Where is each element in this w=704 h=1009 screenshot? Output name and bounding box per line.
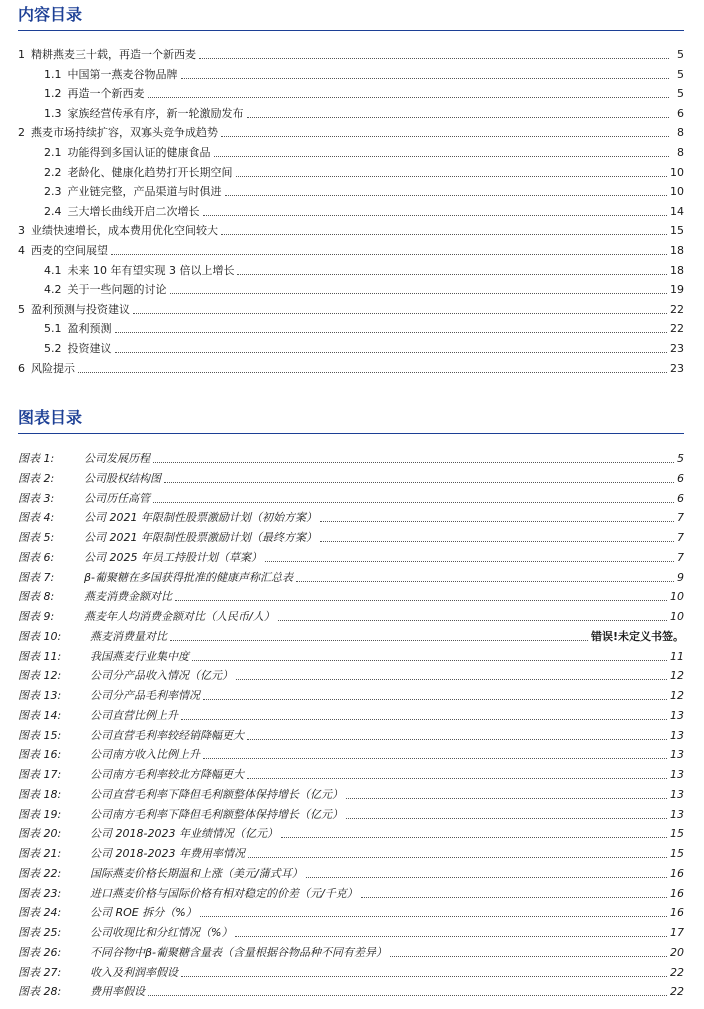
figure-entry-number: 图表 12: [18, 669, 62, 683]
figure-entry-page: 15 [670, 847, 684, 860]
dot-leader [221, 233, 667, 235]
figure-entry-number: 图表 18: [18, 787, 62, 801]
figure-entry-title: 公司直营毛利率较经销降幅更大 [90, 728, 244, 742]
figure-entry[interactable] [18, 448, 684, 466]
figure-entry-page: 16 [670, 866, 684, 880]
toc-entry-title [44, 322, 112, 336]
toc-entry-text: 盈利预测与投资建议 [31, 302, 130, 316]
dot-leader [170, 292, 668, 294]
figure-entry-page: 16 [670, 906, 684, 920]
toc-entry-number: 4.2 [44, 283, 62, 297]
figure-entry-number: 图表 27: [18, 965, 62, 979]
figure-entry[interactable] [18, 804, 684, 822]
figure-entry-title: 公司南方收入比例上升 [90, 748, 200, 762]
dot-leader [281, 836, 667, 838]
toc-entry-text: 盈利预测 [67, 322, 112, 336]
toc-entry-title [18, 48, 196, 62]
toc-entry-number: 4 [18, 244, 25, 257]
figure-entry-title: 公司南方毛利率下降但毛利额整体保持增长（亿元） [90, 807, 343, 821]
toc-entry[interactable] [18, 122, 684, 140]
figure-entry-page: 10 [670, 590, 684, 604]
toc-entry[interactable] [44, 260, 684, 278]
toc-entry-number: 1.1 [44, 67, 62, 81]
figure-entry[interactable] [18, 606, 684, 624]
figure-entry-page: 22 [670, 965, 684, 979]
toc-entry-page: 5 [677, 87, 684, 101]
figure-entry-error: 错误!未定义书签。 [590, 629, 684, 643]
dot-leader [203, 214, 668, 216]
figure-entry-page: 17 [670, 926, 684, 939]
dot-leader [78, 371, 667, 373]
figure-entry[interactable] [18, 843, 684, 861]
figure-entry-number: 图表 13: [18, 689, 62, 702]
figure-entry-number: 图表 11: [18, 649, 62, 663]
dot-leader [225, 194, 668, 196]
figure-entry-number: 图表 22: [18, 866, 62, 880]
figure-entry-title: 不同谷物中β-葡聚糖含量表（含量根据谷物品种不同有差异） [90, 945, 387, 959]
toc-entry-title [44, 107, 244, 121]
toc-entry-title [44, 146, 211, 160]
toc-entry-page: 8 [677, 126, 684, 140]
toc-entry-title [18, 224, 218, 238]
toc-entry-text: 再造一个新西麦 [67, 87, 145, 101]
figure-entry-number: 图表 28: [18, 985, 62, 999]
toc-entry-page: 22 [670, 322, 684, 336]
figure-entry-number: 图表 23: [18, 886, 62, 900]
toc-entry-text: 功能得到多国认证的健康食品 [67, 146, 211, 159]
toc-entry-number: 4.1 [44, 263, 62, 277]
figure-entry-page: 20 [670, 945, 684, 959]
dot-leader [346, 797, 667, 799]
figure-entry-page: 7 [677, 531, 684, 544]
figure-entry-page: 13 [670, 728, 684, 742]
toc-entry-title [44, 205, 200, 219]
figure-entry-title: 进口燕麦价格与国际价格有相对稳定的价差（元/千克） [90, 886, 358, 900]
toc-entry-page: 23 [670, 361, 684, 375]
figure-entry[interactable] [18, 586, 684, 604]
figure-entry-title: 公司 ROE 拆分（%） [90, 906, 197, 920]
toc-entry[interactable] [18, 220, 684, 238]
figure-entry-page: 16 [670, 886, 684, 900]
toc-entry[interactable] [18, 299, 684, 317]
toc-entry-title [18, 303, 130, 317]
toc-entry-text: 未来 10 年有望实现 3 倍以上增长 [67, 263, 235, 277]
toc-entry-number: 2.4 [44, 204, 62, 218]
dot-leader [306, 876, 667, 878]
toc-entry[interactable] [18, 44, 684, 62]
toc-entry-number: 1.3 [44, 106, 62, 120]
toc-entry[interactable] [44, 279, 684, 297]
toc-entry-number: 3 [18, 224, 25, 238]
figure-entry-title: 燕麦消费量对比 [90, 629, 167, 643]
toc-entry-page: 22 [670, 302, 684, 316]
toc-entry-number: 1 [18, 48, 25, 61]
toc-entry-page: 23 [670, 342, 684, 355]
figure-entry[interactable] [18, 981, 684, 999]
dot-leader [115, 351, 668, 353]
toc-entry-page: 15 [670, 224, 684, 238]
figure-entry[interactable] [18, 705, 684, 723]
toc-entry-page: 19 [670, 283, 684, 297]
toc-entry[interactable] [44, 318, 684, 336]
toc-entry-page: 8 [677, 146, 684, 159]
toc-entry-text: 中国第一燕麦谷物品牌 [67, 67, 178, 81]
figure-entry[interactable] [18, 468, 684, 486]
toc-entry-text: 投资建议 [67, 342, 112, 355]
dot-leader [247, 738, 667, 740]
figure-entry-number: 图表 24: [18, 906, 62, 920]
toc-entry[interactable] [44, 83, 684, 101]
figure-entry-title: 公司直营比例上升 [90, 708, 178, 722]
dot-leader [390, 955, 667, 957]
toc-entry-number: 5.2 [44, 342, 62, 355]
dot-leader [320, 520, 674, 522]
toc-entry-title [44, 264, 234, 278]
toc-entry-text: 三大增长曲线开启二次增长 [67, 204, 200, 218]
figure-entry[interactable] [18, 784, 684, 802]
dot-leader [170, 639, 588, 641]
figure-entry-title: 公司 2021 年限制性股票激励计划（初始方案） [84, 511, 317, 525]
figure-entry[interactable] [18, 863, 684, 881]
toc-entry-title [44, 342, 112, 356]
dot-leader [153, 461, 674, 463]
toc-entry-title [44, 68, 178, 82]
figure-entry-title: 我国燕麦行业集中度 [90, 649, 189, 663]
dot-leader [203, 757, 667, 759]
figure-entry-title: 公司收现比和分红情况（%） [90, 926, 233, 939]
toc-entry[interactable] [18, 240, 684, 258]
dot-leader [214, 155, 670, 157]
figure-entry[interactable] [18, 665, 684, 683]
figure-entry-page: 13 [670, 708, 684, 722]
dot-leader [346, 817, 667, 819]
dot-leader [111, 253, 667, 255]
toc-entry-number: 2.1 [44, 146, 62, 159]
toc-entry-title [44, 87, 145, 101]
figure-entry[interactable] [18, 823, 684, 841]
figures-heading: 图表目录 [18, 408, 83, 427]
dot-leader [153, 501, 674, 503]
dot-leader [192, 659, 667, 661]
toc-entry-text: 老龄化、健康化趋势打开长期空间 [67, 165, 233, 179]
toc-entry-title [44, 283, 167, 297]
figure-entry[interactable] [18, 685, 684, 703]
figure-entry-page: 13 [670, 807, 684, 821]
dot-leader [237, 273, 667, 275]
figure-entry-title: 燕麦年人均消费金额对比（人民币/人） [84, 610, 275, 623]
figure-entry-number: 图表 1: [18, 452, 55, 465]
figure-entry-number: 图表 5: [18, 531, 55, 544]
toc-entry-number: 2.2 [44, 165, 62, 179]
toc-heading-rule [18, 30, 684, 31]
toc-entry-number: 2 [18, 126, 25, 140]
dot-leader [199, 57, 669, 59]
figure-entry-title: 公司直营毛利率下降但毛利额整体保持增长（亿元） [90, 787, 343, 801]
figure-entry-number: 图表 4: [18, 511, 55, 525]
figure-entry-title: 公司历任高管 [84, 491, 150, 505]
toc-entry[interactable] [44, 201, 684, 219]
dot-leader [175, 599, 667, 601]
figure-entry-title: 公司分产品毛利率情况 [90, 689, 200, 702]
dot-leader [320, 540, 674, 542]
figure-entry-number: 图表 10: [18, 629, 62, 643]
dot-leader [236, 678, 667, 680]
dot-leader [221, 135, 669, 137]
figure-entry-number: 图表 21: [18, 847, 62, 860]
figure-entry[interactable] [18, 527, 684, 545]
toc-entry-number: 2.3 [44, 185, 62, 199]
figure-entry-number: 图表 25: [18, 926, 62, 939]
figure-entry-title: 公司 2025 年员工持股计划（草案） [84, 550, 262, 564]
dot-leader [278, 619, 667, 621]
dot-leader [248, 856, 667, 858]
figure-entry-page: 9 [677, 570, 684, 584]
figure-entry-title: 公司分产品收入情况（亿元） [90, 669, 233, 683]
dot-leader [247, 116, 670, 118]
figure-entry-page: 13 [670, 768, 684, 781]
figure-entry-page: 7 [677, 511, 684, 525]
toc-entry-number: 1.2 [44, 87, 62, 101]
figure-entry-number: 图表 8: [18, 590, 55, 604]
figure-entry[interactable] [18, 744, 684, 762]
figure-entry[interactable] [18, 567, 684, 585]
toc-entry-text: 业绩快速增长，成本费用优化空间较大 [31, 224, 218, 238]
figure-entry-page: 10 [670, 610, 684, 623]
figure-entry-title: 公司 2018-2023 年费用率情况 [90, 847, 245, 860]
dot-leader [200, 915, 667, 917]
toc-entry-page: 10 [670, 165, 684, 179]
dot-leader [181, 77, 670, 79]
figure-entry[interactable] [18, 942, 684, 960]
figure-entry-title: 收入及利润率假设 [90, 965, 178, 979]
figure-entry[interactable] [18, 962, 684, 980]
figure-entry[interactable] [18, 883, 684, 901]
toc-entry-page: 5 [677, 67, 684, 81]
toc-entry[interactable] [18, 358, 684, 376]
figure-entry-number: 图表 2: [18, 471, 55, 485]
figure-entry-title: 公司南方毛利率较北方降幅更大 [90, 768, 244, 781]
toc-entry-number: 6 [18, 361, 25, 375]
figure-entry-number: 图表 6: [18, 550, 55, 564]
figure-entry-title: 费用率假设 [90, 985, 145, 999]
dot-leader [133, 312, 667, 314]
toc-entry-title [44, 166, 233, 180]
toc-entry[interactable] [44, 181, 684, 199]
figure-entry-number: 图表 14: [18, 708, 62, 722]
toc-entry-text: 风险提示 [31, 361, 75, 375]
figure-entry[interactable] [18, 646, 684, 664]
toc-entry-page: 18 [670, 244, 684, 257]
toc-heading: 内容目录 [18, 5, 83, 24]
dot-leader [235, 935, 667, 937]
figure-entry-number: 图表 20: [18, 827, 62, 841]
figure-entry[interactable] [18, 902, 684, 920]
figure-entry[interactable] [18, 764, 684, 782]
toc-entry-text: 产业链完整，产品渠道与时俱进 [67, 185, 222, 199]
figure-entry-title: 公司股权结构图 [84, 471, 161, 485]
figure-entry-number: 图表 17: [18, 768, 62, 781]
toc-entry[interactable] [44, 64, 684, 82]
dot-leader [148, 994, 667, 996]
dot-leader [296, 580, 674, 582]
toc-entry[interactable] [44, 338, 684, 356]
toc-entry-number: 5 [18, 302, 25, 316]
figure-entry-page: 7 [677, 550, 684, 564]
figures-heading-rule [18, 433, 684, 434]
figure-entry[interactable] [18, 488, 684, 506]
figure-entry[interactable] [18, 626, 684, 644]
dot-leader [265, 560, 674, 562]
figure-entry-title: 公司 2021 年限制性股票激励计划（最终方案） [84, 531, 317, 544]
toc-entry[interactable] [44, 103, 684, 121]
toc-entry-text: 家族经营传承有序，新一轮激励发布 [67, 106, 244, 120]
figure-entry-page: 11 [670, 649, 684, 663]
toc-entry-page: 6 [677, 106, 684, 120]
figure-entry-number: 图表 3: [18, 491, 55, 505]
figure-entry-page: 15 [670, 827, 684, 841]
toc-entry-text: 西麦的空间展望 [31, 244, 108, 257]
dot-leader [236, 175, 668, 177]
dot-leader [181, 718, 667, 720]
figure-entry[interactable] [18, 725, 684, 743]
toc-entry-title [18, 362, 75, 376]
figure-entry-page: 13 [670, 787, 684, 801]
toc-entry-page: 18 [670, 263, 684, 277]
figure-entry-title: 公司 2018-2023 年业绩情况（亿元） [90, 827, 278, 841]
figure-entry-number: 图表 19: [18, 807, 62, 821]
toc-entry-page: 14 [670, 204, 684, 218]
figure-entry-title: 燕麦消费金额对比 [84, 590, 172, 604]
figure-entry-page: 13 [670, 748, 684, 762]
toc-entry-title [44, 185, 222, 199]
dot-leader [247, 777, 667, 779]
figure-entry-page: 6 [677, 491, 684, 505]
toc-entry-title [18, 126, 218, 140]
toc-entry-title [18, 244, 108, 258]
figure-entry-number: 图表 16: [18, 748, 62, 762]
figure-entry-number: 图表 9: [18, 610, 55, 623]
toc-entry-page: 5 [677, 48, 684, 61]
toc-entry-number: 5.1 [44, 322, 62, 336]
figure-entry-page: 22 [670, 985, 684, 999]
toc-entry-text: 关于一些问题的讨论 [67, 283, 167, 297]
dot-leader [115, 331, 668, 333]
figure-entry[interactable] [18, 547, 684, 565]
figure-entry-title: 公司发展历程 [84, 452, 150, 465]
dot-leader [203, 698, 667, 700]
dot-leader [361, 896, 667, 898]
toc-entry[interactable] [44, 162, 684, 180]
figure-entry-number: 图表 7: [18, 570, 55, 584]
figure-entry-title: 国际燕麦价格长期温和上涨（美元/蒲式耳） [90, 866, 303, 880]
dot-leader [148, 96, 670, 98]
figure-entry[interactable] [18, 507, 684, 525]
figure-entry[interactable] [18, 922, 684, 940]
figure-entry-page: 6 [677, 471, 684, 485]
toc-entry-page: 10 [670, 185, 684, 199]
figure-entry-number: 图表 26: [18, 945, 62, 959]
toc-entry-text: 燕麦市场持续扩容，双寡头竞争成趋势 [31, 126, 218, 140]
figure-entry-number: 图表 15: [18, 728, 62, 742]
dot-leader [181, 975, 667, 977]
dot-leader [164, 481, 674, 483]
figure-entry-title: β-葡聚糖在多国获得批准的健康声称汇总表 [84, 570, 293, 584]
toc-entry[interactable] [44, 142, 684, 160]
toc-entry-text: 精耕燕麦三十载，再造一个新西麦 [31, 48, 196, 61]
figure-entry-page: 12 [670, 689, 684, 702]
figure-entry-page: 12 [670, 669, 684, 683]
figure-entry-page: 5 [677, 452, 684, 465]
